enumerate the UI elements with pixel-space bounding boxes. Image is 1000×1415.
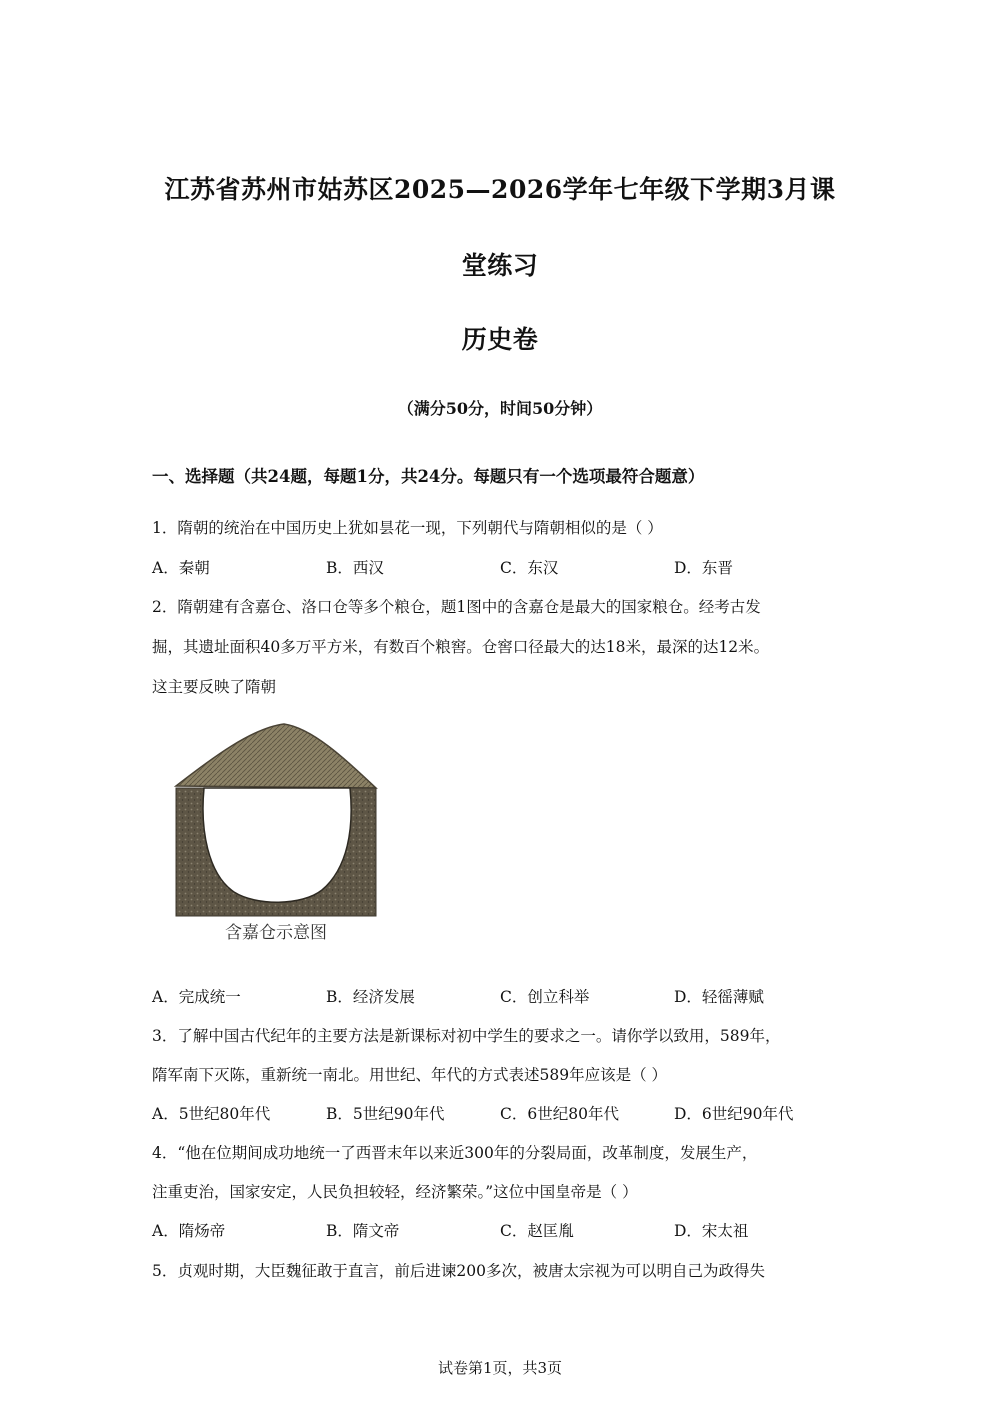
- q1-option-c: C．东汉: [500, 559, 559, 577]
- question-2-text-line2: 掘，其遗址面积40多万平方米，有数百个粮窖。仓窖口径最大的达18米，最深的达12米。: [152, 638, 770, 656]
- score-time-info: （满分50分，时间50分钟）: [397, 399, 603, 418]
- question-4-text-line1: 4．“他在位期间成功地统一了西晋末年以来近300年的分裂局面，改革制度，发展生产，: [152, 1144, 758, 1162]
- q2-option-b: B．经济发展: [326, 988, 415, 1006]
- question-3-text-line2: 隋军南下灭陈，重新统一南北。用世纪、年代的方式表述589年应该是（ ）: [152, 1066, 668, 1084]
- exam-subject: 历史卷: [461, 325, 539, 354]
- exam-title-line1: 江苏省苏州市姑苏区2025—2026学年七年级下学期3月课: [164, 175, 836, 204]
- question-2-text-line1: 2．隋朝建有含嘉仓、洛口仓等多个粮仓，题1图中的含嘉仓是最大的国家粮仓。经考古发: [152, 598, 761, 616]
- question-5-text-line1: 5．贞观时期，大臣魏征敢于直言，前后进谏200多次，被唐太宗视为可以明自己为政得失: [152, 1262, 765, 1280]
- q3-option-a: A．5世纪80年代: [152, 1105, 271, 1123]
- q4-option-b: B．隋文帝: [326, 1222, 400, 1240]
- granary-illustration: [172, 718, 380, 918]
- question-3-text-line1: 3．了解中国古代纪年的主要方法是新课标对初中学生的要求之一。请你学以致用，589年，: [152, 1027, 781, 1045]
- q4-option-d: D．宋太祖: [674, 1222, 749, 1240]
- q2-option-a: A．完成统一: [152, 988, 241, 1006]
- q2-option-d: D．轻徭薄赋: [674, 988, 764, 1006]
- page-footer: 试卷第1页，共3页: [437, 1359, 563, 1377]
- question-4-text-line2: 注重吏治，国家安定，人民负担较轻，经济繁荣。”这位中国皇帝是（ ）: [152, 1183, 638, 1201]
- granary-diagram: [172, 718, 380, 948]
- q1-option-b: B．西汉: [326, 559, 384, 577]
- question-2-text-line3: 这主要反映了隋朝: [152, 678, 277, 696]
- q3-option-b: B．5世纪90年代: [326, 1105, 445, 1123]
- figure-caption: 含嘉仓示意图: [225, 923, 327, 943]
- q3-option-d: D．6世纪90年代: [674, 1105, 794, 1123]
- q1-option-a: A．秦朝: [152, 559, 210, 577]
- question-1-text: 1．隋朝的统治在中国历史上犹如昙花一现，下列朝代与隋朝相似的是（ ）: [152, 519, 663, 537]
- q3-option-c: C．6世纪80年代: [500, 1105, 619, 1123]
- q1-option-d: D．东晋: [674, 559, 733, 577]
- q2-option-c: C．创立科举: [500, 988, 590, 1006]
- q4-option-c: C．赵匡胤: [500, 1222, 574, 1240]
- exam-title-line2: 堂练习: [461, 251, 539, 280]
- section-heading: 一、选择题（共24题，每题1分，共24分。每题只有一个选项最符合题意）: [152, 467, 705, 486]
- q4-option-a: A．隋炀帝: [152, 1222, 226, 1240]
